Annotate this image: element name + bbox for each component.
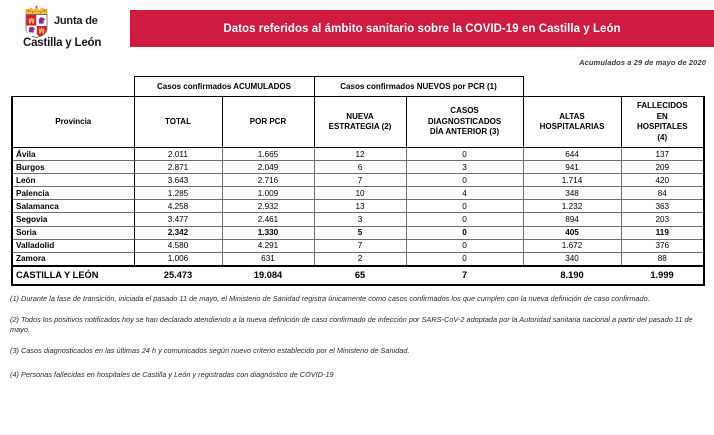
cell-provincia: Burgos: [12, 161, 134, 174]
cell-por-pcr: 4.291: [222, 239, 314, 252]
cell-total: 4.580: [134, 239, 222, 252]
cell-fallecidos: 420: [621, 174, 704, 187]
total-row-total: 25.473: [134, 266, 222, 285]
cell-altas: 1.672: [523, 239, 621, 252]
cell-altas: 1.714: [523, 174, 621, 187]
cell-casos-dia-anterior: 0: [406, 226, 523, 239]
cell-por-pcr: 2.461: [222, 213, 314, 226]
cell-nueva-estrategia: 2: [314, 252, 406, 266]
group-header-row: [12, 77, 704, 97]
total-row-fallecidos: 1.999: [621, 266, 704, 285]
total-row-nueva-estrategia: 65: [314, 266, 406, 285]
cell-altas: 348: [523, 187, 621, 200]
col-header-fallecidos-line4: (4): [657, 132, 668, 142]
group-header-spacer-altas: [523, 77, 621, 97]
cell-por-pcr: 1.009: [222, 187, 314, 200]
group-header-spacer-fallecidos: [621, 77, 704, 97]
cell-provincia: Segovia: [12, 213, 134, 226]
cell-provincia: Ávila: [12, 148, 134, 161]
col-header-casos-diag-line3: DÍA ANTERIOR (3): [429, 127, 500, 137]
table-row: [12, 213, 704, 226]
col-header-por-pcr: POR PCR: [222, 97, 314, 148]
page-header: [0, 0, 714, 55]
table-body: [12, 148, 704, 266]
cell-casos-dia-anterior: 0: [406, 239, 523, 252]
cell-fallecidos: 119: [621, 226, 704, 239]
cell-altas: 405: [523, 226, 621, 239]
cell-total: 1.006: [134, 252, 222, 266]
col-header-nueva-estrategia-line2: ESTRATEGIA (2): [328, 122, 392, 131]
cell-provincia: Soria: [12, 226, 134, 239]
cell-casos-dia-anterior: 3: [406, 161, 523, 174]
col-header-casos-diag-line2: DIAGNOSTICADOS: [427, 116, 502, 126]
col-header-provincia: Provincia: [12, 97, 134, 148]
accumulated-date-note: Acumulados a 29 de mayo de 2020: [579, 58, 706, 67]
table-row: [12, 239, 704, 252]
col-header-fallecidos-line3: HOSPITALES: [637, 122, 688, 131]
logo-line-2: Castilla y León: [23, 37, 102, 49]
cell-fallecidos: 84: [621, 187, 704, 200]
table-row: [12, 161, 704, 174]
col-header-nueva-estrategia: [314, 97, 406, 148]
logo-row: [23, 5, 98, 38]
table-row: [12, 200, 704, 213]
cell-fallecidos: 137: [621, 148, 704, 161]
cell-altas: 1.232: [523, 200, 621, 213]
table-row: [12, 187, 704, 200]
cell-total: 3.643: [134, 174, 222, 187]
cell-nueva-estrategia: 6: [314, 161, 406, 174]
title-banner: [130, 10, 714, 47]
table-row: [12, 174, 704, 187]
footnote-2: (2) Todos los positivos notificados hoy se han declarado atendiendo a la nueva definición de caso confirmado de infección por SARS-CoV-2 adoptada por la Autoridad sanitaria nacional a partir del pasado 11 de mayo.: [10, 314, 693, 334]
cell-por-pcr: 2.049: [222, 161, 314, 174]
group-header-spacer: [12, 77, 134, 97]
cell-altas: 941: [523, 161, 621, 174]
table-total-row: [12, 266, 704, 285]
cell-por-pcr: 1.665: [222, 148, 314, 161]
total-row-casos-dia-anterior: 7: [406, 266, 523, 285]
total-row-altas: 8.190: [523, 266, 621, 285]
footnote-4: (4) Personas fallecidas en hospitales de Castilla y León y registradas con diagnóstico de COVID-19: [10, 370, 334, 379]
col-header-fallecidos-line1: FALLECIDOS: [636, 101, 688, 110]
col-header-fallecidos-line2: EN: [656, 111, 668, 121]
cell-total: 1.285: [134, 187, 222, 200]
footnotes: [10, 294, 704, 391]
footnote-1: (1) Durante la fase de transición, iniciada el pasado 11 de mayo, el Ministerio de Sanidad registra únicamente como casos confirmados los que cumplen con la nueva definición de caso confirmado.: [10, 294, 650, 303]
col-header-altas-line2: HOSPITALARIAS: [539, 122, 605, 131]
cell-nueva-estrategia: 7: [314, 174, 406, 187]
cell-total: 3.477: [134, 213, 222, 226]
cell-altas: 644: [523, 148, 621, 161]
col-header-fallecidos: [621, 97, 704, 148]
cell-altas: 894: [523, 213, 621, 226]
footnote-3: (3) Casos diagnosticados en las últimas 24 h y comunicados según nuevo criterio establecido por el Ministerio de Sanidad.: [10, 345, 410, 355]
col-header-casos-diag-line1: CASOS: [450, 106, 479, 116]
cell-por-pcr: 2.932: [222, 200, 314, 213]
group-header-nuevos: Casos confirmados NUEVOS por PCR (1): [314, 77, 523, 97]
junta-logo: [0, 0, 130, 50]
cell-casos-dia-anterior: 0: [406, 200, 523, 213]
cell-casos-dia-anterior: 0: [406, 174, 523, 187]
cell-casos-dia-anterior: 0: [406, 148, 523, 161]
cell-nueva-estrategia: 3: [314, 213, 406, 226]
cell-provincia: León: [12, 174, 134, 187]
col-header-altas-line1: ALTAS: [559, 111, 585, 121]
table-row: [12, 148, 704, 161]
cell-fallecidos: 88: [621, 252, 704, 266]
cell-nueva-estrategia: 10: [314, 187, 406, 200]
table-row: [12, 252, 704, 266]
cell-altas: 340: [523, 252, 621, 266]
table-row: [12, 226, 704, 239]
cell-casos-dia-anterior: 0: [406, 213, 523, 226]
page-title: Datos referidos al ámbito sanitario sobre la COVID-19 en Castilla y León: [223, 22, 621, 35]
cell-fallecidos: 363: [621, 200, 704, 213]
total-row-por-pcr: 19.084: [222, 266, 314, 285]
col-header-nueva-estrategia-line1: NUEVA: [346, 111, 374, 121]
cell-fallecidos: 209: [621, 161, 704, 174]
cell-fallecidos: 203: [621, 213, 704, 226]
cell-nueva-estrategia: 13: [314, 200, 406, 213]
column-header-row: [12, 97, 704, 148]
cell-total: 2.871: [134, 161, 222, 174]
cell-provincia: Salamanca: [12, 200, 134, 213]
cell-casos-dia-anterior: 4: [406, 187, 523, 200]
cell-nueva-estrategia: 12: [314, 148, 406, 161]
cell-provincia: Zamora: [12, 252, 134, 266]
cell-por-pcr: 631: [222, 252, 314, 266]
covid-data-table: [11, 76, 705, 286]
cell-total: 4.258: [134, 200, 222, 213]
col-header-total: TOTAL: [134, 97, 222, 148]
cell-nueva-estrategia: 5: [314, 226, 406, 239]
cell-nueva-estrategia: 7: [314, 239, 406, 252]
cell-fallecidos: 376: [621, 239, 704, 252]
cell-provincia: Valladolid: [12, 239, 134, 252]
logo-line-1: Junta de: [54, 15, 98, 28]
col-header-altas-hospitalarias: [523, 97, 621, 148]
castilla-y-leon-coat-of-arms-icon: [23, 5, 50, 38]
cell-total: 2.011: [134, 148, 222, 161]
cell-por-pcr: 2.716: [222, 174, 314, 187]
cell-total: 2.342: [134, 226, 222, 239]
cell-por-pcr: 1.330: [222, 226, 314, 239]
cell-provincia: Palencia: [12, 187, 134, 200]
col-header-casos-diagnosticados: [406, 97, 523, 148]
total-row-label: CASTILLA Y LEÓN: [12, 266, 134, 285]
cell-casos-dia-anterior: 0: [406, 252, 523, 266]
covid-data-table-container: [11, 76, 703, 286]
group-header-acumulados: Casos confirmados ACUMULADOS: [134, 77, 314, 97]
